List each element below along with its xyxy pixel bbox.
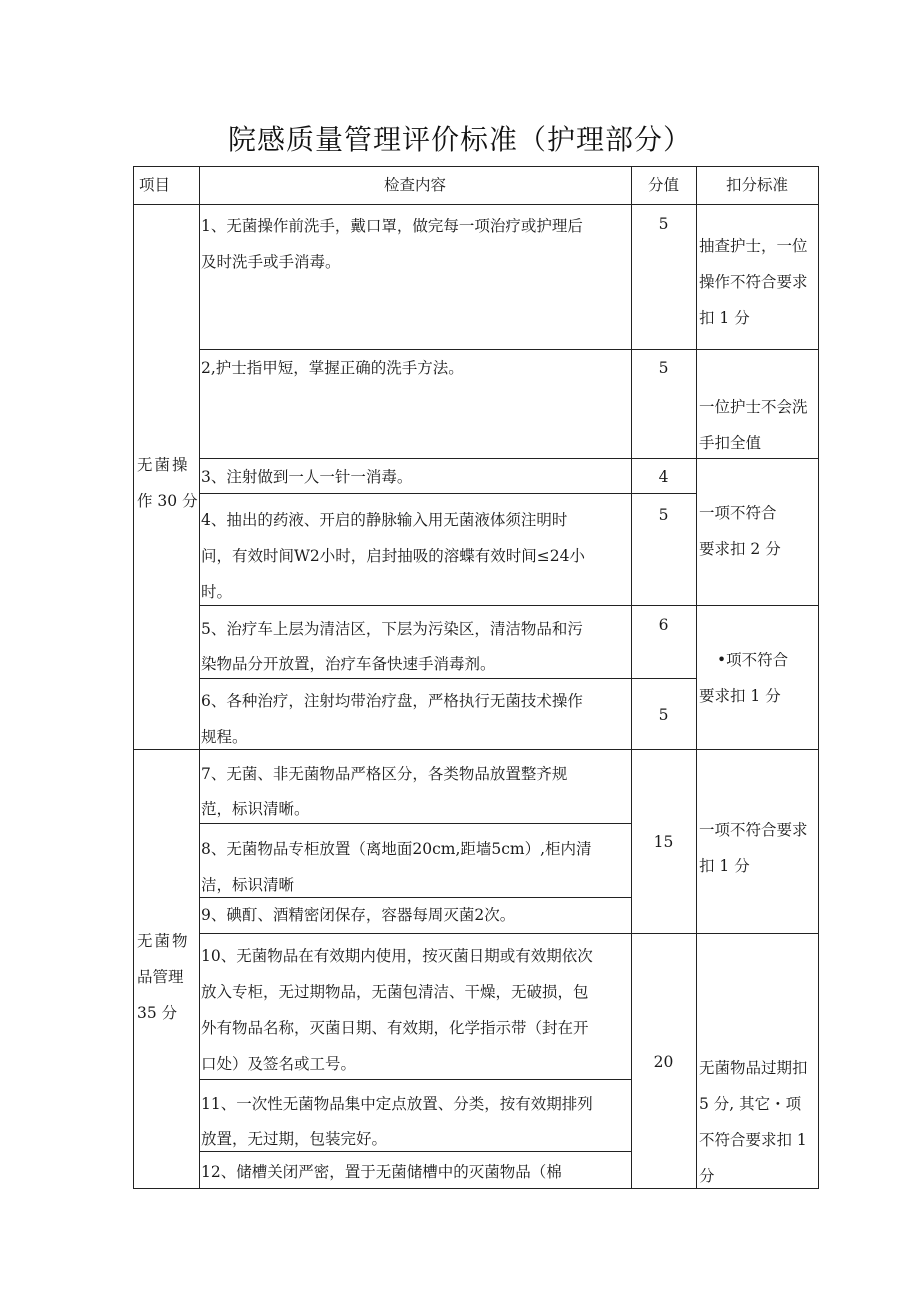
row-content: 8、无菌物品专柜放置（离地面20cm,距墙5cm）,柜内清 xyxy=(201,840,592,858)
row-content: 12、储槽关闭严密，置于无菌储槽中的灭菌物品（棉 xyxy=(201,1163,562,1181)
row-content: 洁，标识清晰 xyxy=(201,876,295,894)
row-content: 放入专柜，无过期物品，无菌包清洁、干燥，无破损，包 xyxy=(201,983,589,1001)
row-content: 10、无菌物品在有效期内使用，按灭菌日期或有效期依次 xyxy=(201,947,593,965)
deduction-text: 要求扣 1 分 xyxy=(699,687,781,705)
deduction-text: 操作不符合要求 xyxy=(699,273,808,291)
section-name: 无菌物 xyxy=(137,932,190,950)
row-content: 6、各种治疗，注射均带治疗盘，严格执行无菌技术操作 xyxy=(201,692,583,710)
deduction-text: 一项不符合要求 xyxy=(699,821,808,839)
deduction-text: 不符合要求扣 1 xyxy=(699,1131,807,1149)
row-content: 问，有效时间W2小时，启封抽吸的溶蝶有效时间≤24小 xyxy=(201,547,586,565)
row-score: 5 xyxy=(658,506,669,524)
section-name: 无菌操 xyxy=(137,456,190,474)
row-score: 4 xyxy=(658,468,669,486)
row-content: 口处）及签名或工号。 xyxy=(201,1055,357,1073)
page-title: 院感质量管理评价标准（护理部分） xyxy=(227,123,692,156)
header-content: 检查内容 xyxy=(383,176,446,194)
section-name: 35 分 xyxy=(137,1004,178,1022)
row-content: 放置，无过期，包装完好。 xyxy=(201,1130,388,1148)
row-score: 6 xyxy=(658,616,669,634)
deduction-text: 无菌物品过期扣 xyxy=(699,1059,808,1077)
row-content: 11、一次性无菌物品集中定点放置、分类，按有效期排列 xyxy=(201,1095,593,1113)
deduction-text: 5 分, 其它・项 xyxy=(699,1095,802,1113)
row-content: 1、无菌操作前洗手，戴口罩，做完每一项治疗或护理后 xyxy=(201,217,583,235)
row-content: 3、注射做到一人一针一消毒。 xyxy=(201,468,413,486)
row-score: 5 xyxy=(658,215,669,233)
row-content: 范，标识清晰。 xyxy=(201,800,310,818)
group-score: 15 xyxy=(653,833,674,851)
deduction-text: 要求扣 2 分 xyxy=(699,540,781,558)
row-score: 5 xyxy=(658,706,669,724)
row-content: 2,护士指甲短，掌握正确的洗手方法。 xyxy=(201,359,464,377)
deduction-text: 手扣全值 xyxy=(699,434,762,452)
row-content: 时。 xyxy=(201,583,233,601)
deduction-text: 抽查护士，一位 xyxy=(699,237,808,255)
header-score: 分值 xyxy=(647,176,679,194)
row-content: 5、治疗车上层为清洁区，下层为污染区，清洁物品和污 xyxy=(201,620,583,638)
deduction-text: 分 xyxy=(699,1167,715,1185)
row-content: 外有物品名称，灭菌日期、有效期，化学指示带（封在开 xyxy=(201,1019,589,1037)
row-content: 及时洗手或手消毒。 xyxy=(201,253,341,271)
group-score: 20 xyxy=(653,1053,674,1071)
row-content: 规程。 xyxy=(201,728,248,746)
row-content: 染物品分开放置，治疗车备快速手消毒剂。 xyxy=(201,655,496,673)
section-name: 作 30 分 xyxy=(137,492,198,510)
section-name: 品管理 xyxy=(137,968,184,986)
row-content: 7、无菌、非无菌物品严格区分，各类物品放置整齐规 xyxy=(201,765,568,783)
row-score: 5 xyxy=(658,359,669,377)
header-deduction: 扣分标准 xyxy=(725,176,788,194)
header-item: 项目 xyxy=(139,176,171,194)
deduction-text: 一项不符合 xyxy=(699,504,777,522)
deduction-text: 扣 1 分 xyxy=(699,857,750,875)
row-content: 9、碘酊、酒精密闭保存，容器每周灭菌2次。 xyxy=(201,906,516,924)
deduction-text: •项不符合 xyxy=(717,651,789,669)
row-content: 4、抽出的药液、开启的静脉输入用无菌液体须注明时 xyxy=(201,511,568,529)
deduction-text: 扣 1 分 xyxy=(699,309,750,327)
deduction-text: 一位护士不会洗 xyxy=(699,398,808,416)
